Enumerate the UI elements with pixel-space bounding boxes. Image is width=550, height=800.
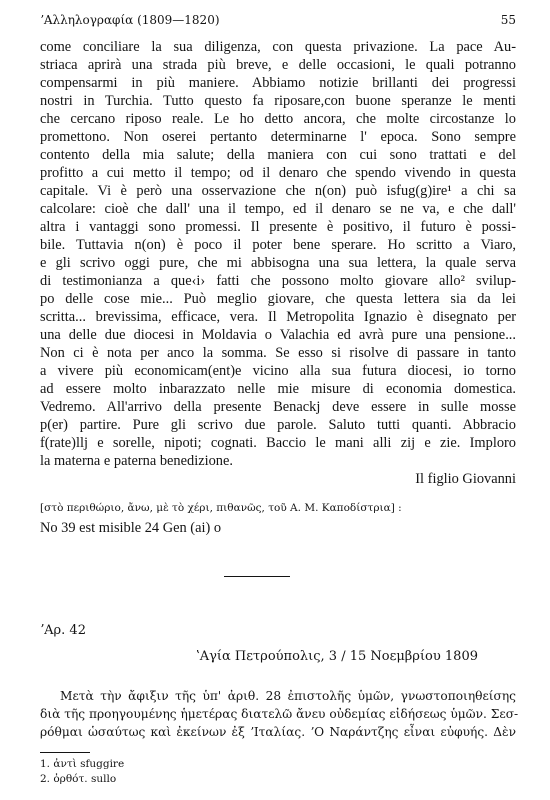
text-line: scritta... brevissima, efficace, vera. Il Metropolita Ignazio è disegnato per	[40, 309, 516, 325]
running-title: ʼΑλληλογραφία (1809—1820)	[40, 13, 220, 27]
text-line: compensarmi in più maniere. Abbiamo notizie brillanti dei progressi	[40, 75, 516, 91]
text-line: striaca aprirà una strada più breve, e delle occasioni, le quali potranno	[40, 57, 516, 73]
footnotes	[40, 757, 516, 787]
letter-body-greek	[40, 687, 519, 741]
text-line: una delle due diocesi in Moldavia o Valachia ed avrà pure una pensione...	[40, 327, 516, 343]
text-line: διὰ τῆς προηγουμένης ἡμετέρας διατελῶ ἄνευ οὐδεμίας εἰδήσεως ὑμῶν. Σεσ-	[40, 707, 519, 721]
text-line: ad essere molto inbarazzato nelle mie misure di economia domestica.	[40, 381, 516, 397]
signature: Il figlio Giovanni	[415, 471, 516, 487]
text-line: p(er) partire. Pure gli scrivo due parole. Saluto tutti quanti. Abbracio	[40, 417, 516, 433]
text-line: profitto a cui metto il tempo; od il denaro che spendo vivendo in questa	[40, 165, 516, 181]
text-line: calcolare: cioè che dall' una il tempo, ed il denaro se ne va, e che dall'	[40, 201, 516, 217]
text-line: Vedremo. All'arrivo della presente Benackj deve essere in sulle mosse	[40, 399, 516, 415]
text-line: come conciliare la sua diligenza, con questa privazione. La pace Au-	[40, 39, 516, 55]
text-line: la materna e paterna benedizione.	[40, 453, 233, 469]
section-separator	[224, 576, 290, 577]
editorial-margin-note: [στὸ περιθώριο, ἄνω, μὲ τὸ χέρι, πιθανῶς, τοῦ Α. Μ. Καποδίστρια] :	[40, 502, 402, 514]
letter-body	[40, 38, 516, 488]
registry-note: No 39 est misible 24 Gen (ai) o	[40, 520, 222, 536]
footnote: 2. ὀρθότ. sullo	[40, 773, 117, 785]
text-line: po delle cose mie... Può meglio giovare, che questa lettera sia da lei	[40, 291, 516, 307]
footnote: 1. ἀντὶ sfuggire	[40, 758, 125, 770]
text-line: a vivere più economicam(ent)e vicino alla sua futura diocesi, io torno	[40, 363, 516, 379]
letter-place-date: ʽΑγία Πετρούπολις, 3 / 15 Νοεμβρίου 1809	[195, 649, 478, 664]
text-line: ρόθμαι ὡσαύτως καὶ ἐκείνων ἐξ ʼΙταλίας. ʼΟ Ναράντζης εἶναι εὐφυής. Δὲν	[40, 725, 516, 739]
footnote-rule	[40, 752, 90, 753]
letter-number: ʼΑρ. 42	[40, 623, 86, 638]
text-line: altra i vantaggi sono promessi. Il presente è positivo, il futuro è possi-	[40, 219, 516, 235]
text-line: nostri in Turchia. Tutto questo fa riposare,con buone speranze le menti	[40, 93, 516, 109]
text-line: bile. Tuttavia n(on) è poco il poter bene sperare. Ho scritto a Viaro,	[40, 237, 516, 253]
text-line: promettono. Non oserei pertanto determinarne l' epoca. Sono sempre	[40, 129, 516, 145]
text-line: Μετὰ τὴν ἄφιξιν τῆς ὑπ' ἀριθ. 28 ἐπιστολῆς ὑμῶν, γνωστοποιηθείσης	[60, 689, 516, 703]
text-line: f(rate)llj e sorelle, nipoti; cognati. Baccio le mani alli zij e zie. Imploro	[40, 435, 516, 451]
text-line: e gli scrivo oggi pure, che mi abbisogna una sua lettera, la quale serva	[40, 255, 516, 271]
page-number: 55	[500, 13, 516, 27]
running-header	[40, 10, 516, 30]
text-line: che cercano riposo reale. Le ho detto ancora, che molte circostanze lo	[40, 111, 516, 127]
text-line: di testimonianza a que‹i› fatti che possono molto giovare allo² svilup-	[40, 273, 516, 289]
text-line: contento della mia salute; della maniera con cui sono trattati e del	[40, 147, 516, 163]
text-line: Non ci è nota per anco la somma. Se esso si risolve di passare in tanto	[40, 345, 516, 361]
text-line: capitale. Vi è però una osservazione che n(on) può isfug(g)ire¹ a chi sa	[40, 183, 516, 199]
